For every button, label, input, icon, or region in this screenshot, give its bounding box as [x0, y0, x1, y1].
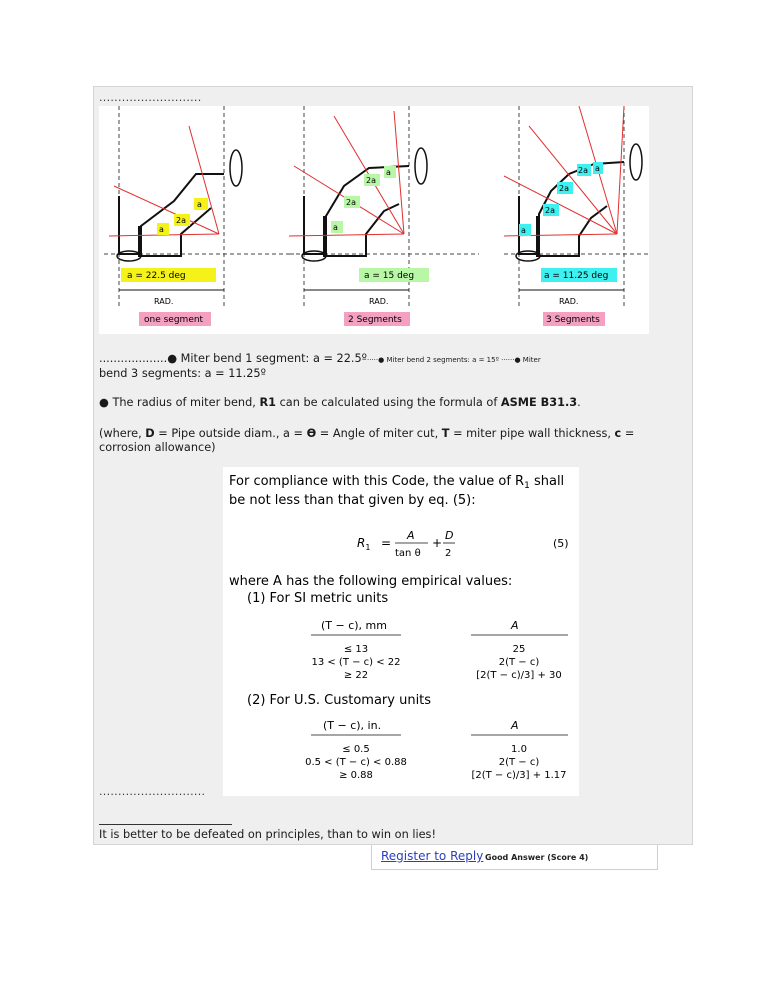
register-to-reply-link[interactable]: Register to Reply: [381, 849, 484, 863]
us-heading: (2) For U.S. Customary units: [247, 693, 432, 708]
formula-intro: For compliance with this Code, the value of R: [229, 474, 525, 489]
miter-3-text: ······● Miter: [498, 356, 541, 364]
svg-text:tan θ: tan θ: [395, 548, 421, 559]
svg-text:D: D: [445, 529, 454, 542]
svg-text:A: A: [407, 529, 415, 542]
dotted-separator-bottom: ............................: [99, 785, 206, 798]
si-col-1-header: (T − c), mm: [321, 619, 387, 632]
svg-text:a = 11.25 deg: a = 11.25 deg: [544, 271, 609, 281]
svg-text:=: =: [381, 536, 392, 550]
svg-text:2(T − c): 2(T − c): [498, 757, 540, 768]
svg-text:[2(T − c)/3] + 1.17: [2(T − c)/3] + 1.17: [471, 770, 567, 781]
svg-text:2 Segments: 2 Segments: [348, 315, 402, 325]
post-body: [93, 86, 693, 845]
svg-text:13 < (T − c) < 22: 13 < (T − c) < 22: [311, 657, 401, 668]
svg-text:(5): (5): [553, 537, 569, 550]
miter-panel-3: [504, 106, 649, 326]
svg-text:RAD.: RAD.: [369, 297, 389, 306]
svg-text:a = 22.5 deg: a = 22.5 deg: [127, 271, 186, 281]
svg-text:one segment: one segment: [144, 315, 204, 325]
svg-text:RAD.: RAD.: [559, 297, 579, 306]
svg-text:a: a: [333, 223, 338, 232]
asme-formula-image: [223, 467, 579, 796]
svg-text:R1: $R_1$: [357, 536, 371, 552]
svg-text:≤ 0.5: ≤ 0.5: [342, 744, 370, 755]
svg-text:≥ 22: ≥ 22: [343, 670, 369, 681]
signature: It is better to be defeated on principles, than to win on lies!: [99, 828, 436, 841]
us-col-2-header: A: [511, 719, 519, 732]
svg-text:1.0: 1.0: [511, 744, 527, 755]
svg-text:a: a: [159, 225, 164, 234]
us-col-1-header: (T − c), in.: [323, 719, 382, 732]
svg-text:a = 15 deg: a = 15 deg: [364, 271, 415, 281]
svg-text:2a: 2a: [559, 184, 569, 193]
radius-sentence: ● The radius of miter bend, R1 can be calculated using the formula of ASME B31.3.: [99, 396, 581, 409]
where-sentence: (where, D = Pipe outside diam., a = ϴ = Angle of miter cut, T = miter pipe wall thickness, c = corrosion allowance): [99, 427, 635, 454]
svg-text:a: a: [521, 226, 526, 235]
svg-text:2a: 2a: [578, 166, 588, 175]
svg-text:+: +: [432, 536, 443, 550]
svg-text:a: a: [386, 168, 391, 177]
miter-1-text: ...................● Miter bend 1 segment: a = 22.5º: [99, 352, 367, 365]
svg-text:0.5 < (T − c) < 0.88: 0.5 < (T − c) < 0.88: [305, 757, 407, 768]
svg-text:2a: 2a: [366, 176, 376, 185]
signature-divider: [99, 824, 232, 825]
miter-panel-2: [289, 106, 479, 326]
svg-text:2a: 2a: [176, 216, 186, 225]
miter-bend-figure: [99, 106, 649, 334]
miter-bend-values: [99, 352, 541, 381]
svg-text:2a: 2a: [346, 198, 356, 207]
svg-text:[2(T − c)/3] + 30: [2(T − c)/3] + 30: [476, 670, 562, 681]
good-answer-score: Good Answer (Score 4): [485, 853, 589, 862]
svg-text:≥ 0.88: ≥ 0.88: [339, 770, 373, 781]
svg-text:2a: 2a: [545, 206, 555, 215]
si-col-2-header: A: [511, 619, 519, 632]
reply-bar: [371, 845, 658, 870]
miter-2-text: ·····● Miter bend 2 segments: a = 15º: [367, 356, 499, 364]
svg-text:3 Segments: 3 Segments: [546, 315, 600, 325]
svg-text:RAD.: RAD.: [154, 297, 174, 306]
svg-text:a: a: [197, 200, 202, 209]
dotted-separator: ...........................: [99, 91, 202, 104]
svg-text:≤ 13: ≤ 13: [343, 644, 369, 655]
svg-text:2(T − c): 2(T − c): [498, 657, 540, 668]
svg-text:For compliance with this Code,: For compliance with this Code, the value of $R_1$ shall: [229, 474, 565, 491]
miter-panel-1: [104, 106, 294, 326]
asme-label: ASME B31.3: [500, 396, 578, 409]
r1-label: R1: [259, 396, 276, 409]
svg-text:2: 2: [445, 548, 452, 559]
svg-text:25: 25: [512, 644, 526, 655]
formula-where: where A has the following empirical values:: [229, 574, 513, 589]
si-heading: (1) For SI metric units: [247, 591, 389, 606]
miter-3-value: bend 3 segments: a = 11.25º: [99, 367, 266, 380]
svg-text:a: a: [595, 164, 600, 173]
formula-intro-2: be not less than that given by eq. (5):: [229, 493, 476, 508]
